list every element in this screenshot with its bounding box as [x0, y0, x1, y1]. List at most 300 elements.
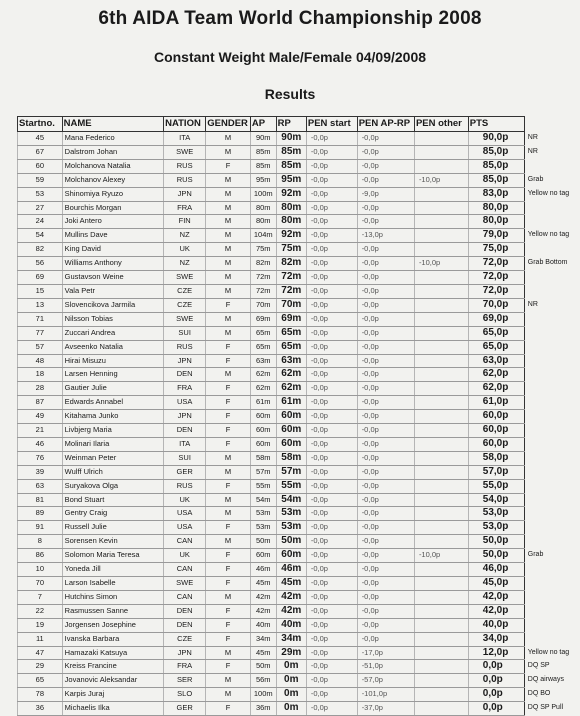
penalty-other-cell	[414, 688, 468, 702]
start-number-cell: 69	[18, 271, 63, 285]
athlete-name-cell: Mana Federico	[62, 132, 163, 146]
penalty-start-cell: -0,0p	[306, 465, 357, 479]
announced-performance-cell: 65m	[250, 340, 276, 354]
points-cell: 72,0p	[468, 284, 524, 298]
announced-performance-cell: 36m	[250, 702, 276, 716]
penalty-other-cell	[414, 507, 468, 521]
nation-cell: GER	[164, 702, 206, 716]
nation-cell: SWE	[164, 145, 206, 159]
penalty-ap-rp-cell: -17,0p	[357, 646, 414, 660]
start-number-cell: 82	[18, 243, 63, 257]
nation-cell: NZ	[164, 257, 206, 271]
gender-cell: F	[206, 604, 251, 618]
nation-cell: JPN	[164, 354, 206, 368]
announced-performance-cell: 55m	[250, 479, 276, 493]
penalty-start-cell: -0,0p	[306, 660, 357, 674]
realized-performance-cell: 69m	[276, 312, 306, 326]
points-cell: 34,0p	[468, 632, 524, 646]
announced-performance-cell: 85m	[250, 145, 276, 159]
remark-cell: Grab	[527, 551, 544, 559]
penalty-ap-rp-cell: -0,0p	[357, 410, 414, 424]
penalty-other-cell	[414, 590, 468, 604]
start-number-cell: 7	[18, 590, 63, 604]
realized-performance-cell: 92m	[276, 187, 306, 201]
table-row	[18, 479, 580, 493]
start-number-cell: 71	[18, 312, 63, 326]
table-row	[18, 396, 580, 410]
realized-performance-cell: 0m	[276, 660, 306, 674]
nation-cell: CZE	[164, 632, 206, 646]
realized-performance-cell: 65m	[276, 340, 306, 354]
penalty-start-cell: -0,0p	[306, 563, 357, 577]
start-number-cell: 27	[18, 201, 63, 215]
penalty-other-cell	[414, 159, 468, 173]
points-cell: 0,0p	[468, 702, 524, 716]
remark-cell	[524, 159, 579, 173]
penalty-ap-rp-cell: -0,0p	[357, 215, 414, 229]
nation-cell: DEN	[164, 604, 206, 618]
start-number-cell: 60	[18, 159, 63, 173]
nation-cell: SUI	[164, 326, 206, 340]
announced-performance-cell: 72m	[250, 271, 276, 285]
start-number-cell: 45	[18, 132, 63, 146]
points-cell: 85,0p	[468, 145, 524, 159]
penalty-other-cell	[414, 521, 468, 535]
start-number-cell: 91	[18, 521, 63, 535]
realized-performance-cell: 50m	[276, 535, 306, 549]
start-number-cell: 81	[18, 493, 63, 507]
nation-cell: GER	[164, 465, 206, 479]
penalty-ap-rp-cell: -0,0p	[357, 465, 414, 479]
remark-cell	[524, 201, 579, 215]
gender-cell: M	[206, 201, 251, 215]
remark-cell	[524, 632, 579, 646]
athlete-name-cell: Molchanov Alexey	[62, 173, 163, 187]
athlete-name-cell: Nilsson Tobias	[62, 312, 163, 326]
start-number-cell: 24	[18, 215, 63, 229]
penalty-ap-rp-cell: -37,0p	[357, 702, 414, 716]
athlete-name-cell: Gustavson Weine	[62, 271, 163, 285]
penalty-other-cell	[414, 674, 468, 688]
table-row	[18, 145, 580, 159]
announced-performance-cell: 54m	[250, 493, 276, 507]
gender-cell: F	[206, 521, 251, 535]
penalty-other-cell	[414, 451, 468, 465]
start-number-cell: 86	[18, 549, 63, 563]
penalty-ap-rp-cell: -0,0p	[357, 507, 414, 521]
points-cell: 54,0p	[468, 493, 524, 507]
gender-cell: F	[206, 479, 251, 493]
gender-cell: M	[206, 535, 251, 549]
remark-cell	[524, 243, 579, 257]
penalty-start-cell: -0,0p	[306, 549, 357, 563]
penalty-start-cell: -0,0p	[306, 674, 357, 688]
table-row	[18, 201, 580, 215]
announced-performance-cell: 42m	[250, 590, 276, 604]
page-title: 6th AIDA Team World Championship 2008	[98, 8, 482, 29]
athlete-name-cell: Yoneda Jill	[62, 563, 163, 577]
penalty-start-cell: -0,0p	[306, 646, 357, 660]
gender-cell: F	[206, 159, 251, 173]
table-row	[18, 187, 580, 201]
table-row	[18, 604, 580, 618]
athlete-name-cell: Bourchis Morgan	[62, 201, 163, 215]
nation-cell: FRA	[164, 382, 206, 396]
penalty-ap-rp-cell: -0,0p	[357, 243, 414, 257]
announced-performance-cell: 46m	[250, 563, 276, 577]
nation-cell: SER	[164, 674, 206, 688]
penalty-start-cell: -0,0p	[306, 368, 357, 382]
gender-cell: F	[206, 577, 251, 591]
table-row	[18, 549, 580, 563]
nation-cell: CZE	[164, 284, 206, 298]
announced-performance-cell: 69m	[250, 312, 276, 326]
athlete-name-cell: Jovanovic Aleksandar	[62, 674, 163, 688]
column-header: PEN start	[306, 117, 357, 132]
penalty-start-cell: -0,0p	[306, 298, 357, 312]
announced-performance-cell: 62m	[250, 382, 276, 396]
penalty-ap-rp-cell: -0,0p	[357, 271, 414, 285]
points-cell: 72,0p	[468, 257, 524, 271]
points-cell: 85,0p	[468, 159, 524, 173]
penalty-ap-rp-cell: -0,0p	[357, 159, 414, 173]
points-cell: 46,0p	[468, 563, 524, 577]
start-number-cell: 89	[18, 507, 63, 521]
remark-cell	[524, 479, 579, 493]
penalty-start-cell: -0,0p	[306, 590, 357, 604]
penalty-other-cell	[414, 493, 468, 507]
table-row	[18, 284, 580, 298]
athlete-name-cell: Avseenko Natalia	[62, 340, 163, 354]
start-number-cell: 77	[18, 326, 63, 340]
penalty-other-cell	[414, 618, 468, 632]
remark-cell	[524, 215, 579, 229]
athlete-name-cell: Sorensen Kevin	[62, 535, 163, 549]
start-number-cell: 39	[18, 465, 63, 479]
penalty-ap-rp-cell: -0,0p	[357, 326, 414, 340]
remark-cell	[524, 396, 579, 410]
points-cell: 63,0p	[468, 354, 524, 368]
athlete-name-cell: Weinman Peter	[62, 451, 163, 465]
penalty-ap-rp-cell: -0,0p	[357, 201, 414, 215]
announced-performance-cell: 42m	[250, 604, 276, 618]
penalty-ap-rp-cell: -0,0p	[357, 173, 414, 187]
gender-cell: F	[206, 298, 251, 312]
results-table	[17, 116, 580, 716]
remark-cell: Yellow no tag	[527, 648, 570, 656]
table-row	[18, 702, 580, 716]
start-number-cell: 54	[18, 229, 63, 243]
penalty-other-cell	[414, 229, 468, 243]
points-cell: 90,0p	[468, 132, 524, 146]
table-row	[18, 243, 580, 257]
nation-cell: SWE	[164, 312, 206, 326]
gender-cell: M	[206, 451, 251, 465]
penalty-start-cell: -0,0p	[306, 187, 357, 201]
penalty-ap-rp-cell: -0,0p	[357, 368, 414, 382]
nation-cell: RUS	[164, 479, 206, 493]
table-header-row	[18, 117, 580, 132]
nation-cell: RUS	[164, 159, 206, 173]
athlete-name-cell: Hirai Misuzu	[62, 354, 163, 368]
penalty-start-cell: -0,0p	[306, 618, 357, 632]
realized-performance-cell: 34m	[276, 632, 306, 646]
nation-cell: FRA	[164, 201, 206, 215]
gender-cell: F	[206, 632, 251, 646]
remark-cell: Grab	[527, 175, 544, 183]
realized-performance-cell: 53m	[276, 507, 306, 521]
points-cell: 50,0p	[468, 535, 524, 549]
gender-cell: F	[206, 382, 251, 396]
realized-performance-cell: 40m	[276, 618, 306, 632]
announced-performance-cell: 85m	[250, 159, 276, 173]
penalty-ap-rp-cell: -0,0p	[357, 257, 414, 271]
table-row	[18, 410, 580, 424]
remark-cell: DQ SP Pull	[527, 704, 564, 712]
penalty-other-cell	[414, 632, 468, 646]
remark-cell	[524, 340, 579, 354]
table-row	[18, 563, 580, 577]
gender-cell: M	[206, 173, 251, 187]
table-row	[18, 618, 580, 632]
section-heading: Results	[264, 86, 316, 102]
realized-performance-cell: 72m	[276, 271, 306, 285]
penalty-other-cell	[414, 145, 468, 159]
points-cell: 85,0p	[468, 173, 524, 187]
points-cell: 62,0p	[468, 368, 524, 382]
table-body	[18, 132, 580, 716]
penalty-ap-rp-cell: -0,0p	[357, 340, 414, 354]
nation-cell: DEN	[164, 618, 206, 632]
announced-performance-cell: 56m	[250, 674, 276, 688]
nation-cell: SLO	[164, 688, 206, 702]
athlete-name-cell: Bond Stuart	[62, 493, 163, 507]
penalty-start-cell: -0,0p	[306, 396, 357, 410]
nation-cell: JPN	[164, 187, 206, 201]
penalty-other-cell	[414, 340, 468, 354]
realized-performance-cell: 54m	[276, 493, 306, 507]
penalty-ap-rp-cell: -0,0p	[357, 590, 414, 604]
announced-performance-cell: 62m	[250, 368, 276, 382]
penalty-ap-rp-cell: -0,0p	[357, 396, 414, 410]
remark-cell	[524, 507, 579, 521]
penalty-ap-rp-cell: -0,0p	[357, 284, 414, 298]
penalty-start-cell: -0,0p	[306, 702, 357, 716]
points-cell: 70,0p	[468, 298, 524, 312]
start-number-cell: 15	[18, 284, 63, 298]
penalty-other-cell	[414, 271, 468, 285]
table-row	[18, 660, 580, 674]
remark-cell: Yellow no tag	[527, 189, 570, 197]
athlete-name-cell: Livbjerg Maria	[62, 424, 163, 438]
start-number-cell: 70	[18, 577, 63, 591]
start-number-cell: 13	[18, 298, 63, 312]
realized-performance-cell: 75m	[276, 243, 306, 257]
nation-cell: NZ	[164, 229, 206, 243]
athlete-name-cell: Larson Isabelle	[62, 577, 163, 591]
athlete-name-cell: Ivanska Barbara	[62, 632, 163, 646]
remark-cell: NR	[527, 134, 538, 141]
penalty-other-cell	[414, 604, 468, 618]
penalty-other-cell	[414, 410, 468, 424]
penalty-ap-rp-cell: -0,0p	[357, 521, 414, 535]
table-row	[18, 229, 580, 243]
announced-performance-cell: 104m	[250, 229, 276, 243]
penalty-ap-rp-cell: -0,0p	[357, 424, 414, 438]
realized-performance-cell: 82m	[276, 257, 306, 271]
penalty-ap-rp-cell: -0,0p	[357, 312, 414, 326]
penalty-other-cell	[414, 660, 468, 674]
penalty-ap-rp-cell: -0,0p	[357, 604, 414, 618]
nation-cell: JPN	[164, 410, 206, 424]
gender-cell: M	[206, 271, 251, 285]
points-cell: 80,0p	[468, 201, 524, 215]
athlete-name-cell: Edwards Annabel	[62, 396, 163, 410]
points-cell: 12,0p	[468, 646, 524, 660]
nation-cell: DEN	[164, 424, 206, 438]
table-row	[18, 271, 580, 285]
announced-performance-cell: 40m	[250, 618, 276, 632]
points-cell: 45,0p	[468, 577, 524, 591]
athlete-name-cell: Gentry Craig	[62, 507, 163, 521]
athlete-name-cell: Dalstrom Johan	[62, 145, 163, 159]
realized-performance-cell: 85m	[276, 145, 306, 159]
penalty-other-cell	[414, 368, 468, 382]
penalty-start-cell: -0,0p	[306, 451, 357, 465]
nation-cell: FIN	[164, 215, 206, 229]
announced-performance-cell: 53m	[250, 521, 276, 535]
penalty-start-cell: -0,0p	[306, 535, 357, 549]
gender-cell: M	[206, 465, 251, 479]
announced-performance-cell: 50m	[250, 660, 276, 674]
start-number-cell: 48	[18, 354, 63, 368]
penalty-ap-rp-cell: -0,0p	[357, 535, 414, 549]
announced-performance-cell: 60m	[250, 549, 276, 563]
announced-performance-cell: 75m	[250, 243, 276, 257]
realized-performance-cell: 65m	[276, 326, 306, 340]
table-row	[18, 535, 580, 549]
table-row	[18, 257, 580, 271]
penalty-other-cell	[414, 312, 468, 326]
remark-cell: NR	[527, 300, 538, 308]
points-cell: 0,0p	[468, 660, 524, 674]
penalty-ap-rp-cell: -0,0p	[357, 577, 414, 591]
gender-cell: F	[206, 410, 251, 424]
announced-performance-cell: 65m	[250, 326, 276, 340]
announced-performance-cell: 53m	[250, 507, 276, 521]
realized-performance-cell: 63m	[276, 354, 306, 368]
realized-performance-cell: 0m	[276, 688, 306, 702]
remark-cell: DQ BO	[527, 690, 551, 698]
penalty-other-cell	[414, 284, 468, 298]
announced-performance-cell: 57m	[250, 465, 276, 479]
announced-performance-cell: 60m	[250, 437, 276, 451]
start-number-cell: 78	[18, 688, 63, 702]
announced-performance-cell: 61m	[250, 396, 276, 410]
points-cell: 57,0p	[468, 465, 524, 479]
gender-cell: M	[206, 243, 251, 257]
gender-cell: M	[206, 312, 251, 326]
realized-performance-cell: 0m	[276, 702, 306, 716]
start-number-cell: 8	[18, 535, 63, 549]
announced-performance-cell: 80m	[250, 201, 276, 215]
column-header: Startno.	[18, 117, 63, 132]
penalty-other-cell	[414, 201, 468, 215]
remark-cell: DQ airways	[527, 676, 564, 684]
realized-performance-cell: 61m	[276, 396, 306, 410]
gender-cell: F	[206, 549, 251, 563]
start-number-cell: 21	[18, 424, 63, 438]
penalty-start-cell: -0,0p	[306, 229, 357, 243]
start-number-cell: 36	[18, 702, 63, 716]
points-cell: 65,0p	[468, 340, 524, 354]
penalty-ap-rp-cell: -0,0p	[357, 493, 414, 507]
remark-cell	[524, 326, 579, 340]
start-number-cell: 57	[18, 340, 63, 354]
gender-cell: M	[206, 646, 251, 660]
athlete-name-cell: Molchanova Natalia	[62, 159, 163, 173]
penalty-ap-rp-cell: -0,0p	[357, 145, 414, 159]
table-row	[18, 382, 580, 396]
gender-cell: M	[206, 215, 251, 229]
points-cell: 83,0p	[468, 187, 524, 201]
column-header: NATION	[164, 117, 206, 132]
gender-cell: M	[206, 284, 251, 298]
nation-cell: SWE	[164, 577, 206, 591]
remark-cell	[524, 437, 579, 451]
athlete-name-cell: Molinari Ilaria	[62, 437, 163, 451]
penalty-ap-rp-cell: -0,0p	[357, 563, 414, 577]
penalty-other-cell: -10,0p	[414, 549, 468, 563]
start-number-cell: 49	[18, 410, 63, 424]
nation-cell: ITA	[164, 437, 206, 451]
penalty-other-cell	[414, 702, 468, 716]
nation-cell: RUS	[164, 173, 206, 187]
remark-cell: NR	[527, 147, 538, 155]
remark-cell: Yellow no tag	[527, 231, 570, 239]
penalty-ap-rp-cell: -0,0p	[357, 618, 414, 632]
penalty-ap-rp-cell: -0,0p	[357, 354, 414, 368]
remark-cell	[524, 382, 579, 396]
start-number-cell: 87	[18, 396, 63, 410]
gender-cell: M	[206, 507, 251, 521]
announced-performance-cell: 80m	[250, 215, 276, 229]
remark-cell	[524, 465, 579, 479]
start-number-cell: 10	[18, 563, 63, 577]
start-number-cell: 53	[18, 187, 63, 201]
notes-column-header	[524, 117, 579, 132]
athlete-name-cell: Larsen Henning	[62, 368, 163, 382]
announced-performance-cell: 90m	[250, 132, 276, 146]
penalty-start-cell: -0,0p	[306, 243, 357, 257]
points-cell: 42,0p	[468, 590, 524, 604]
penalty-other-cell: -10,0p	[414, 257, 468, 271]
points-cell: 80,0p	[468, 215, 524, 229]
table-row	[18, 159, 580, 173]
penalty-start-cell: -0,0p	[306, 284, 357, 298]
points-cell: 53,0p	[468, 507, 524, 521]
table-row	[18, 521, 580, 535]
remark-cell	[524, 354, 579, 368]
table-row	[18, 451, 580, 465]
announced-performance-cell: 95m	[250, 173, 276, 187]
remark-cell	[524, 577, 579, 591]
penalty-other-cell	[414, 424, 468, 438]
penalty-other-cell	[414, 465, 468, 479]
penalty-start-cell: -0,0p	[306, 479, 357, 493]
penalty-start-cell: -0,0p	[306, 632, 357, 646]
announced-performance-cell: 82m	[250, 257, 276, 271]
